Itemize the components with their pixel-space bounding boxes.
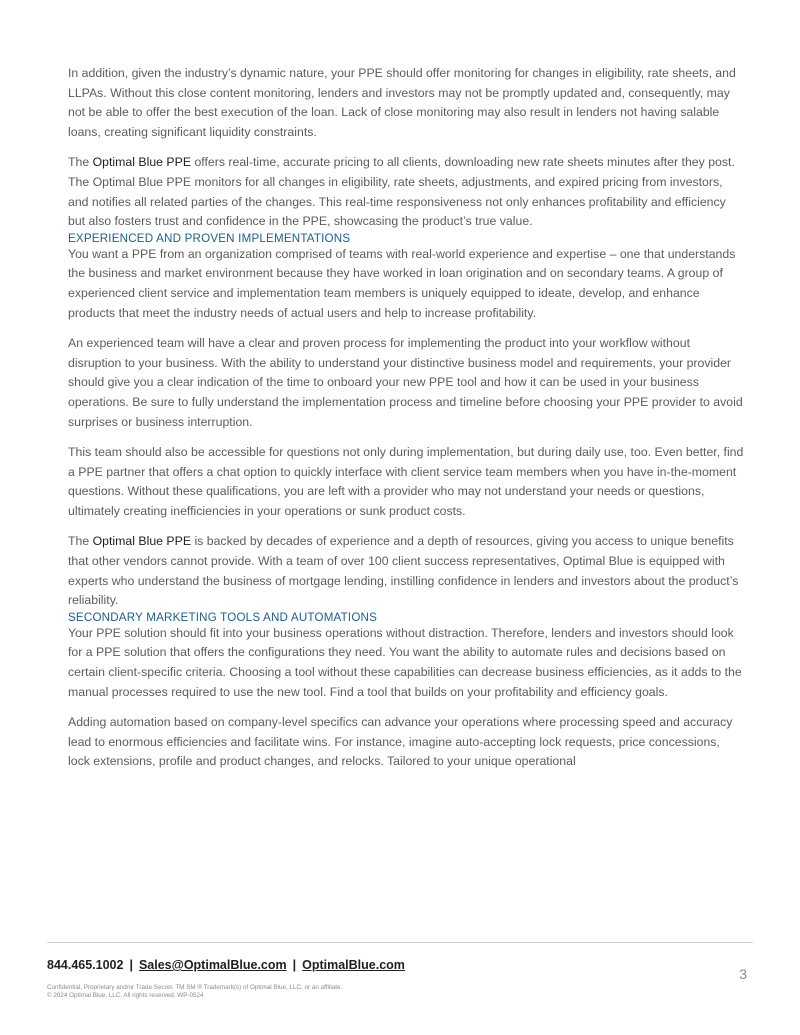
intro-paragraph-2-rest: offers real-time, accurate pricing to all clients, downloading new rate sheets minutes after they post. The Optimal Blue PPE monitors for all changes in eligibility, rate sheets, adjustments, and expired pricing from investors, and notifies all related parties of the changes. This real-time responsiveness not only enhances profitability and efficiency but also fosters trust and confidence in the PPE, showcasing the product’s true value. [68,155,735,229]
section1-paragraph-4-rest: is backed by decades of experience and a depth of resources, giving you access to unique benefits that other vendors cannot provide. With a team of over 100 client success representatives, Optimal Blue is equipped with experts who understand the business of mortgage lending, instilling confidence in lenders and investors about the product’s reliability. [68,534,739,608]
section-heading-implementations: EXPERIENCED AND PROVEN IMPLEMENTATIONS [68,231,351,245]
section1-paragraph-2: An experienced team will have a clear and proven process for implementing the product into your workflow without disruption to your business. With the ability to understand your distinctive business model and requirements, your provider should give you a clear indication of the time to onboard your new PPE tool and how it can be used in your business operations. Be sure to fully understand the implementation process and timeline before choosing your PPE provider to avoid surprises or business interruption. [68,336,743,429]
section1-paragraph-4 [68,532,744,610]
page-number: 3 [739,966,747,982]
section1-paragraph-3: This team should also be accessible for questions not only during implementation, but during daily use, too. Even better, find a PPE partner that offers a chat option to quickly interface with client service team members when you have in-the-moment questions. Without these qualifications, you are left with a provider who may not understand your needs or questions, ultimately creating inefficiencies in your operations or sunk product costs. [68,445,744,518]
website-link[interactable]: OptimalBlue.com [302,958,405,972]
intro-paragraph-1: In addition, given the industry’s dynamic nature, your PPE should offer monitoring for changes in eligibility, rate sheets, and LLPAs. Without this close content monitoring, lenders and investors may not be promptly updated and, consequently, may not be able to offer the best execution of the loan. Lack of close monitoring may also result in lenders not having salable loans, creating significant liquidity constraints. [68,66,736,139]
legal-line-copyright: © 2024 Optimal Blue, LLC. All rights reserved. WP-0524 [47,992,204,999]
legal-line-trademark: Confidential, Proprietary and/or Trade Secret. TM SM ® Trademark(s) of Optimal Blue, LLC, or an affiliate. [47,984,343,991]
footer-contact [47,958,405,972]
brand-name: Optimal Blue PPE [92,155,192,170]
section2-paragraph-2: Adding automation based on company-level specifics can advance your operations where processing speed and accuracy lead to enormous efficiencies and facilitate wins. For instance, imagine auto-accepting lock requests, price concessions, lock extensions, profile and product changes, and relocks. Tailored to your unique operational [68,715,733,769]
section1-paragraph-4-lead: The [68,534,93,549]
email-link[interactable]: Sales@OptimalBlue.com [138,958,287,972]
intro-paragraph-2 [68,153,744,231]
contact-separator: | [129,958,133,972]
intro-paragraph-2-lead: The [68,155,93,170]
section1-paragraph-1: You want a PPE from an organization comprised of teams with real-world experience and expertise – one that understands the business and market environment because they have worked in loan origination and on secondary teams. A group of experienced client service and implementation team members is uniquely equipped to ideate, develop, and enhance products that meet the industry needs of actual users and help to increase profitability. [68,246,736,320]
contact-separator: | [292,958,297,972]
footer-divider [47,942,753,943]
legal-notice [47,984,342,1000]
document-body [68,64,744,772]
section-heading-secondary-marketing: SECONDARY MARKETING TOOLS AND AUTOMATIONS [68,610,378,624]
phone-number: 844.465.1002 [47,958,124,972]
section2-paragraph-1: Your PPE solution should fit into your business operations without distraction. Therefore, lenders and investors should look for a PPE solution that offers the configurations they need. You want the ability to automate rules and decisions based on certain client-specific criteria. Choosing a tool without these capabilities can decrease business efficiencies, as it adds to the manual processes required to use the new tool. Find a tool that builds on your profitability and efficiency goals. [68,625,742,699]
brand-name: Optimal Blue PPE [92,534,192,549]
